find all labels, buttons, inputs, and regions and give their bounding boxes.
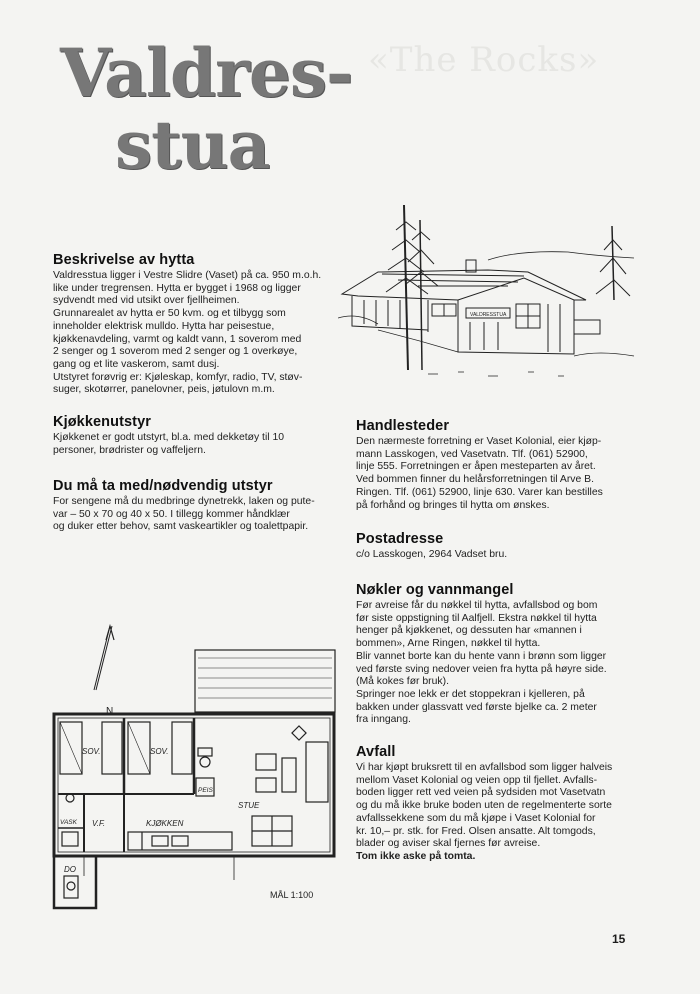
page-title [60, 34, 353, 184]
line: Utstyret forøvrig er: Kjøleskap, komfyr, radio, TV, støv- [53, 371, 303, 383]
section-avfall [356, 744, 632, 864]
line: henger på kjøkkenet, og dessuten har «mannen i [356, 625, 582, 637]
line: Ringen. Tlf. (061) 52900, linje 630. Varer kan bestilles [356, 486, 603, 498]
line: suger, skotørrer, panelovner, peis, jøtulovn m.m. [53, 384, 275, 396]
line: Den nærmeste forretning er Vaset Kolonial, eier kjøp- [356, 436, 602, 447]
line: ved første sving nedover veien fra hytta på høyre side. [356, 663, 607, 675]
text-avfall [356, 762, 632, 851]
text-handlesteder [356, 436, 632, 512]
line: Ved bommen finner du helårsforretningen til Arve B. [356, 474, 594, 486]
line: kjøkkenavdeling, varmt og kaldt vann, 1 soverom med [53, 333, 302, 345]
room-kjokken: KJØKKEN [146, 819, 184, 828]
heading-handlesteder: Handlesteder [356, 418, 450, 434]
section-beskrivelse [53, 252, 328, 397]
heading-postadresse: Postadresse [356, 531, 444, 547]
line: Vi har kjøpt bruksrett til en avfallsbod som ligger halveis [356, 762, 613, 773]
line: Blir vannet borte kan du hente vann i brønn som ligger [356, 650, 607, 662]
line: Springer noe lekk er det stoppekran i kjelleren, på [356, 688, 585, 700]
section-postadresse [356, 531, 632, 562]
text-utstyr [53, 496, 328, 534]
room-peis: PEIS [198, 787, 213, 794]
line: mellom Vaset Kolonial og veien opp til fjellet. Avfalls- [356, 774, 598, 786]
north-label: N [106, 706, 114, 717]
text-avfall-emphasis: Tom ikke aske på tomta. [356, 850, 476, 862]
line: mann Lasskogen, ved Vasetvatn. Tlf. (061) 52900, [356, 448, 588, 460]
page-number: 15 [612, 932, 626, 946]
line: kr. 10,– pr. stk. for Fred. Olsen ansatte. Alt tomgods, [356, 825, 596, 837]
line: bommen», Arne Ringen, nøkkel til hytta. [356, 638, 541, 650]
line: fra inngang. [356, 714, 411, 726]
title-line-2: stua [115, 106, 270, 184]
text-nokler [356, 600, 632, 727]
plan-scale: MÅL 1:100 [270, 890, 314, 900]
line: gang og et lite vaskerom, samt dusj. [53, 358, 220, 370]
bleed-through-text: «The Rocks» [368, 40, 600, 80]
room-sov2: SOV. [150, 747, 169, 756]
cabin-sketch [338, 200, 638, 380]
line: på forhånd og bringes til hytta om ønskes. [356, 499, 550, 511]
line: inneholder elektrisk mulldo. Hytta har peisestue, [53, 320, 275, 332]
line: var – 50 x 70 og 40 x 50. I tillegg kommer håndklær [53, 508, 290, 520]
text-kjokken [53, 432, 328, 457]
line: Kjøkkenet er godt utstyrt, bl.a. med dekketøy til 10 [53, 432, 285, 443]
heading-kjokken: Kjøkkenutstyr [53, 414, 151, 430]
line: linje 555. Forretningen er åpen mesteparten av året. [356, 461, 596, 473]
heading-utstyr: Du må ta med/nødvendig utstyr [53, 478, 273, 494]
heading-beskrivelse: Beskrivelse av hytta [53, 252, 195, 268]
room-sov1: SOV. [82, 747, 101, 756]
line: og du må ikke bruke boden uten de regelmenterte sorte [356, 800, 612, 812]
room-do: DO [64, 865, 76, 874]
line: sydvendt med vid utsikt over fjellheimen. [53, 295, 240, 307]
line: c/o Lasskogen, 2964 Vadset bru. [356, 549, 508, 560]
section-kjokken [53, 414, 328, 457]
heading-nokler: Nøkler og vannmangel [356, 582, 514, 598]
line: avfallssekkene som du må kjøpe i Vaset Kolonial for [356, 812, 596, 824]
line: Før avreise får du nøkkel til hytta, avfallsbod og bom [356, 600, 598, 611]
line: (Må kokes før bruk). [356, 676, 449, 688]
text-beskrivelse [53, 270, 328, 397]
section-handlesteder [356, 418, 632, 512]
line: personer, brødrister og vaffeljern. [53, 444, 206, 456]
title-line-1: Valdres- [60, 34, 353, 112]
room-vask: VASK [60, 819, 77, 826]
line: like under tregrensen. Hytta er bygget i 1968 og ligger [53, 282, 301, 294]
section-nokler [356, 582, 632, 727]
line: før siste oppstigning til Aalfjell. Ekstra nøkkel til hytta [356, 612, 597, 624]
line: Grunnarealet av hytta er 50 kvm. og et tilbygg som [53, 308, 286, 320]
heading-avfall: Avfall [356, 744, 396, 760]
line: For sengene må du medbringe dynetrekk, laken og pute- [53, 496, 315, 507]
text-postadresse [356, 549, 632, 562]
line: boden ligger rett ved veien på sydsiden mot Vasetvatn [356, 787, 606, 799]
room-vf: V.F. [92, 819, 106, 828]
line: bakken under glassvatt ved første bjelke ca. 2 meter [356, 701, 597, 713]
floor-plan [48, 618, 348, 918]
sketch-sign: VALDRESSTUA [470, 312, 507, 318]
line: Valdresstua ligger i Vestre Slidre (Vaset) på ca. 950 m.o.h. [53, 270, 322, 281]
line: 2 senger og 1 soverom med 2 senger og 1 overkøye, [53, 346, 298, 358]
section-utstyr [53, 478, 328, 534]
line: og duker etter behov, samt vaskeartikler og toalettpapir. [53, 521, 309, 533]
line: blader og aviser skal fjernes før avreise. [356, 838, 541, 850]
room-stue: STUE [238, 801, 260, 810]
